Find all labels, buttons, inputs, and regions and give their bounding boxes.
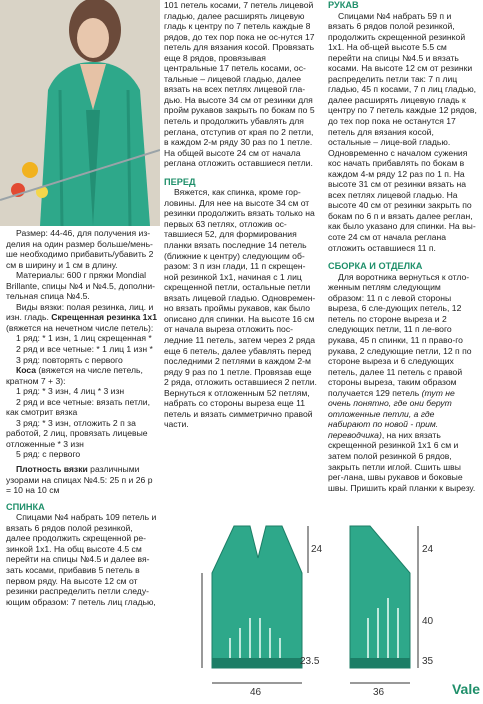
front-piece-shape: [212, 526, 302, 668]
kinds-text: Виды вязки: полая резинка, лиц. и изн. гладь.: [6, 301, 154, 323]
sleeve-ribbing: [350, 658, 410, 668]
pered-paragraph: Вяжется, как спинка, кроме гор-ловины. Для нее на высоте 34 см от резинки продолжить вязать только на первых 63 петлях, отложив ос-тавшиеся 52, для формирования планки вязать последние 14 петель (ближние к центру) следующим об-разом: 3 п изн глади, 11 п скрещен-ной резинкой 1х1, начиная с 1 лиц скрещенной петли, остальные петли вязать лицевой гладью. Одновремен-но вязать проймы рукавов, как было описано для спинки. На высоте 16 см от начала выреза отложить пос-ледние 11 петель, затем через 2 ряда еще 6 петель, далее убавлять перед последними 2 петлями в каждом 2-м ряду 9 раз по 1 петле. Провязав еще 2 ряда, отложить оставшиеся 2 петли. Вернуться к отложенным 52 петлям, набрать со стороны выреза еще 11 петель и вязать симметрично правой части.: [164, 187, 317, 430]
density-value: различными узорами на спицах №4.5: 25 п и 26 р = 10 на 10 см: [6, 464, 153, 496]
row-2: 2 ряд и все четные: * 1 лиц 1 изн *: [16, 344, 153, 355]
size-paragraph: Размер: 44-46, для получения из-делия на один размер больше/мень-ше необходимо прибавить/убавить 2 см в ширину и 1 см в длину.: [6, 228, 154, 270]
materials-paragraph: Материалы: 600 г пряжи Mondial Brillante, спицы №4 и №4.5, дополни-тельная спица №4.5.: [6, 270, 156, 302]
pattern-schematic: [190, 518, 483, 699]
front-top-dim: 24: [311, 544, 323, 555]
kosa-desc: (вяжется на числе петель, кратном 7 + 3):: [6, 365, 143, 386]
column-right: [328, 0, 477, 493]
sleeve-right-dim: 35: [422, 656, 434, 667]
kinds-rib-desc: (вяжется на нечетном числе петель):: [6, 322, 154, 333]
row-3: 3 ряд: повторять с первого: [16, 354, 123, 365]
sborka-heading: СБОРКА И ОТДЕЛКА: [328, 261, 423, 272]
spinka-paragraph: Спицами №4 набрать 109 петель и вязать 6 рядов полой резинкой, далее продолжить скрещенной ре-зинкой 1х1. На общ высоте 4.5 см перейти на спицы №4.5 и далее вя-зать косами, прибавив 5 петель в первом ряду. На высоте 12 см от резинки распределить петли следу-ющим образом: 7 петель лиц гладью,: [6, 512, 157, 607]
front-bottom-dim: 46: [250, 687, 262, 698]
sweater-photo-illustration: [0, 0, 160, 226]
pered-heading: ПЕРЕД: [164, 176, 196, 187]
brand-label: Vale: [451, 681, 480, 697]
sleeve-side-dim: 40: [422, 616, 434, 627]
kinds-rib: Скрещенная резинка 1х1: [51, 312, 157, 323]
back-continued: 101 петель косами, 7 петель лицевой гладью, далее расширять лицевую гладь к центру по 7 петель каждые 8 рядов, до тех пор пока не ос-нутся 17 петель для вязания косой. Провязать еще 8 рядов, провязывая центральные 17 петель косами, ос-тальные – лицевой гладью, далее вязать на всех петлях лицевой гла-дью. На высоте 34 см от резинки для пройм рукавов закрыть по бокам по 5 петель и продолжить убавлять для реглана, отступив от края по 2 петли, в каждом 2-м ряду 30 раз по 1 петле. На общей высоте 24 см от начала реглана отложить оставшиеся петли.: [164, 0, 315, 169]
sborka-translator-note: (тут не очень понятно, где они берут отложенные петли, а где набирают по новой - прим. переводчика): [328, 387, 455, 440]
spinka-heading: СПИНКА: [6, 501, 45, 512]
column-middle: [164, 0, 318, 430]
kosa-row-5: 5 ряд: с первого: [16, 449, 81, 460]
sborka-text-b: , на них вязать скрещенной резинкой 1х1 6 см и затем полой резинкой 6 рядов, закрыть петли иглой. Сшить швы рег-лана, швы рукавов и боковые швы. Пришить край планки к вырезу.: [328, 429, 476, 493]
kosa-row-1: 1 ряд: * 3 изн, 4 лиц * 3 изн: [16, 386, 125, 397]
sleeve-bottom-dim: 23.5: [300, 656, 320, 667]
front-ribbing: [212, 658, 302, 668]
sborka-text-a: Для воротника вернуться к отло-женным петлям следующим образом: 11 п с левой стороны выреза, 6 сле-дующих петель, 12 петель по стороне выреза и 2 следующих петли, 11 п ле-вого рукава, 45 п спинки, 11 п право-го рукава, 2 следующие петли, 12 п по стороне выреза и 6 следующих петель, далее 11 петель с правой стороны выреза, таким образом получается 129 петель: [328, 271, 472, 398]
schematic-svg: [190, 518, 483, 699]
kosa-row-2: 2 ряд и все четные: вязать петли, как смотрит вязка: [6, 396, 150, 418]
rukav-heading: РУКАВ: [328, 0, 359, 10]
knitting-kinds: [6, 302, 158, 334]
kosa-paragraph: [6, 365, 158, 386]
kosa-row-3: 3 ряд: * 3 изн, отложить 2 п за работой, 2 лиц, провязать лицевые отложенные * 3 изн: [6, 417, 148, 449]
kosa-label: Коса: [16, 365, 37, 376]
density-label: Плотность вязки: [16, 464, 88, 475]
size-and-materials: [6, 228, 158, 607]
model-photo: [0, 0, 160, 226]
density-paragraph: [6, 464, 158, 496]
sborka-paragraph: [328, 272, 477, 493]
sleeve-piece-shape: [350, 526, 410, 668]
sleeve-width-dim: 36: [373, 687, 385, 698]
rukav-paragraph: Спицами №4 набрать 59 п и вязать 6 рядов полой резинкой, продолжить скрещенной резинкой 1х1. На об-щей высоте 5.5 см перейти на спицы №4.5 и вязать косами. На высоте 12 см от резинки распределить петли так: 7 п лиц гладью, 45 п косами, 7 п лиц гладью, далее расширять лицевую гладь к центру по 7 петель каждые 12 рядов, до тех пор пока не останутся 17 петель для вязания косой, остальные – лице-вой гладью. Одновременно с началом сужения кос начать прибавлять по бокам в каждом 4-м ряду 12 раз по 1 п. На высоте 31 см от резинки вязать на всех петлях лицевой гладью. На высоте 40 см от резинки закрыть по бокам по 6 п и вязать далее реглан, как было указано для спинки. На вы-соте 24 см от начала реглана отложить оставшиеся 11 п.: [328, 10, 477, 253]
sleeve-top-dim: 24: [422, 544, 434, 555]
row-1: 1 ряд: * 1 изн, 1 лиц скрещенная *: [16, 333, 152, 344]
